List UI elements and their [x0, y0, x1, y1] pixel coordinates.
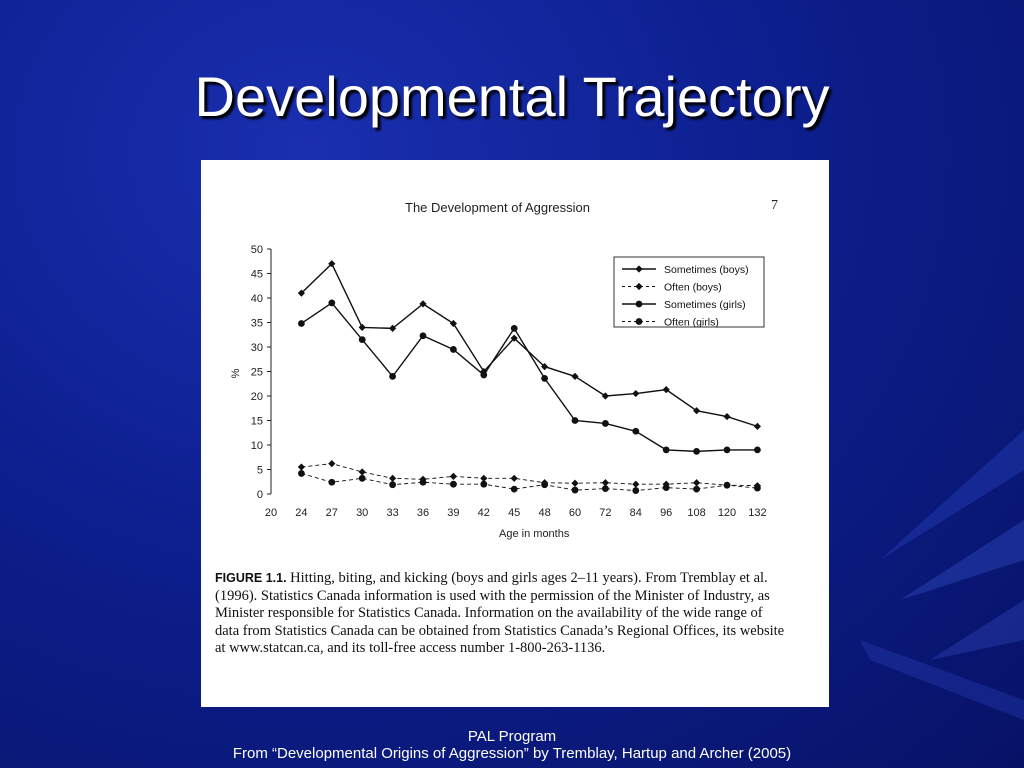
x-tick-label: 72	[599, 507, 612, 519]
data-point-sometimes-boys	[754, 423, 761, 430]
y-tick-label: 0	[256, 489, 263, 501]
data-point-sometimes-boys	[450, 320, 457, 327]
y-tick-label: 10	[250, 440, 263, 452]
data-point-often-girls	[328, 479, 335, 486]
legend-label: Often (girls)	[664, 316, 719, 329]
data-point-sometimes-boys	[723, 413, 730, 420]
data-point-often-girls	[420, 479, 427, 486]
x-tick-label: 33	[386, 507, 399, 519]
slide-title: Developmental Trajectory	[194, 65, 830, 128]
legend-label: Sometimes (boys)	[664, 264, 749, 276]
data-point-sometimes-girls	[511, 325, 518, 332]
data-point-often-girls	[632, 487, 639, 494]
data-point-sometimes-boys	[632, 390, 639, 397]
data-point-often-girls	[450, 481, 457, 488]
data-point-sometimes-girls	[663, 447, 670, 454]
legend-marker	[636, 318, 643, 325]
data-point-often-girls	[480, 481, 487, 488]
data-point-sometimes-boys	[571, 373, 578, 380]
x-tick-label: 60	[568, 507, 582, 519]
x-tick-label: 108	[687, 507, 706, 519]
data-point-sometimes-boys	[359, 324, 366, 331]
y-tick-label: 30	[250, 342, 263, 354]
y-tick-label: 5	[256, 464, 263, 477]
data-point-often-boys	[511, 475, 518, 482]
x-tick-label: 42	[477, 507, 490, 519]
data-point-often-girls	[359, 475, 366, 482]
x-tick-label: 84	[629, 507, 642, 519]
data-point-often-boys	[571, 480, 578, 487]
legend-marker	[636, 301, 643, 308]
data-point-sometimes-girls	[450, 346, 457, 353]
aggression-line-chart	[201, 160, 829, 560]
y-tick-label: 45	[250, 268, 263, 281]
x-tick-label: 39	[447, 507, 460, 519]
data-point-often-girls	[511, 486, 518, 493]
data-point-often-boys	[328, 460, 335, 467]
series-line-often-girls	[301, 473, 757, 490]
page-number: 7	[771, 198, 778, 213]
data-point-sometimes-girls	[389, 373, 396, 380]
x-tick-label: 30	[356, 507, 369, 519]
figure-caption	[215, 570, 787, 658]
x-tick-label: 120	[717, 507, 737, 519]
data-point-sometimes-boys	[602, 392, 609, 399]
x-tick-label: 24	[295, 507, 308, 519]
data-point-sometimes-girls	[359, 336, 366, 343]
x-tick-label: 20	[264, 507, 278, 519]
x-axis-label: Age in months	[499, 528, 570, 540]
data-point-often-boys	[359, 468, 366, 475]
data-point-often-boys	[298, 463, 305, 470]
data-point-sometimes-girls	[420, 332, 427, 339]
data-point-often-boys	[693, 479, 700, 486]
x-tick-label: 27	[325, 507, 338, 519]
footer-citation: From “Developmental Origins of Aggression” by Tremblay, Hartup and Archer (2005)	[232, 745, 792, 762]
data-point-often-girls	[754, 485, 761, 492]
data-point-sometimes-girls	[328, 300, 335, 307]
data-point-often-girls	[541, 481, 548, 488]
y-tick-label: 40	[250, 293, 263, 305]
x-tick-label: 45	[508, 507, 521, 519]
data-point-sometimes-girls	[632, 428, 639, 435]
data-point-sometimes-girls	[572, 417, 579, 424]
data-point-often-girls	[693, 486, 700, 493]
data-point-often-girls	[602, 485, 609, 492]
x-tick-label: 48	[538, 507, 551, 519]
footer-program: PAL Program	[467, 728, 557, 745]
data-point-often-girls	[389, 481, 396, 488]
y-tick-label: 25	[250, 366, 263, 379]
y-tick-label: 35	[250, 317, 263, 330]
data-point-sometimes-girls	[693, 448, 700, 455]
data-point-often-girls	[298, 470, 305, 477]
y-axis-label: %	[230, 368, 242, 379]
data-point-often-boys	[632, 481, 639, 488]
y-tick-label: 20	[250, 391, 263, 403]
caption-label: FIGURE 1.1.	[215, 571, 287, 585]
data-point-often-boys	[450, 473, 457, 480]
data-point-sometimes-girls	[480, 372, 487, 379]
caption-text: Hitting, biting, and kicking (boys and girls ages 2–11 years). From Tremblay et al. (1996). Statistics Canada information is used with the permission of the Minister of Industry, as Minister responsible for Statistics Canada. Information on the availability of the wide range of data from Statistics Canada can be obtained from Statistics Canada’s Regional Offices, its website at www.statcan.ca, and its toll-free access number 1-800-263-1136.	[215, 570, 785, 656]
data-point-often-girls	[572, 487, 579, 494]
series-line-often-boys	[301, 464, 757, 486]
data-point-sometimes-girls	[298, 320, 305, 327]
page-header: The Development of Aggression	[405, 200, 590, 215]
data-point-sometimes-girls	[724, 447, 731, 454]
x-tick-label: 36	[416, 507, 430, 519]
y-tick-label: 15	[250, 415, 263, 428]
x-tick-label: 96	[660, 507, 673, 519]
data-point-often-girls	[663, 484, 670, 491]
y-tick-label: 50	[250, 244, 263, 256]
data-point-often-girls	[724, 482, 731, 489]
x-tick-label: 132	[748, 507, 767, 519]
data-point-sometimes-girls	[754, 447, 761, 454]
data-point-sometimes-girls	[541, 375, 548, 382]
figure-panel	[201, 160, 829, 707]
data-point-sometimes-girls	[602, 420, 609, 427]
legend-label: Sometimes (girls)	[664, 299, 746, 311]
data-point-often-boys	[389, 475, 396, 482]
legend-label: Often (boys)	[664, 281, 722, 294]
